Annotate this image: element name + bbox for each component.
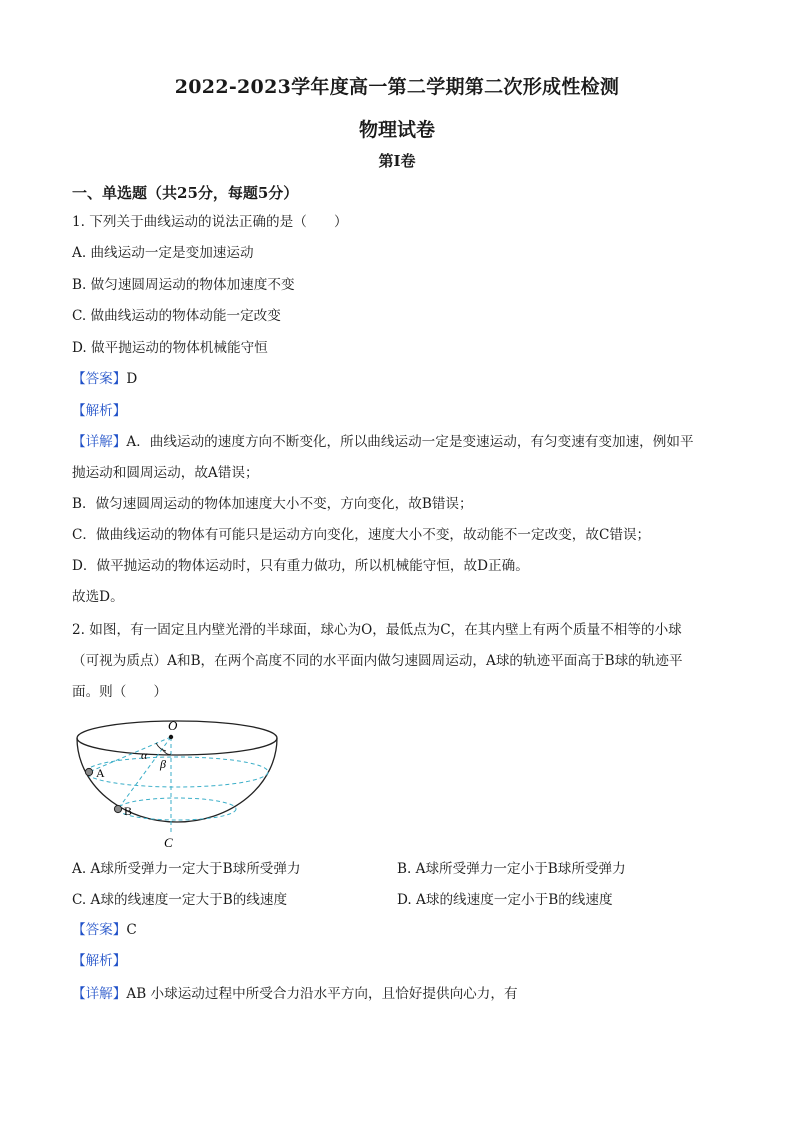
- q1-option-b: B. 做匀速圆周运动的物体加速度不变: [72, 277, 295, 293]
- label-beta: β: [160, 757, 166, 771]
- section-heading: 一、单选题（共25分，每题5分）: [72, 184, 299, 202]
- q2-stem-line-1: 2. 如图，有一固定且内壁光滑的半球面，球心为O，最低点为C，在其内壁上有两个质量不相等的小球: [72, 622, 682, 638]
- q2-option-c: C. A球的线速度一定大于B的线速度: [72, 892, 288, 908]
- q2-answer-tag: 【答案】: [72, 922, 127, 938]
- q2-analysis-tag: 【解析】: [72, 953, 127, 969]
- q1-stem: 1. 下列关于曲线运动的说法正确的是（ ）: [72, 214, 348, 230]
- q1-detail-text-1: A．曲线运动的速度方向不断变化，所以曲线运动一定是变速运动，有匀变速有变加速，例如平: [126, 434, 694, 450]
- q1-conclusion: 故选D。: [72, 589, 124, 605]
- q1-answer: [72, 370, 137, 388]
- q1-detail-line-5: D．做平抛运动的物体运动时，只有重力做功，所以机械能守恒，故D正确。: [72, 558, 529, 574]
- q2-stem-line-3: 面。则（ ）: [72, 684, 168, 700]
- q2-option-d: D. A球的线速度一定小于B的线速度: [397, 892, 613, 908]
- ball-a: [85, 768, 92, 775]
- q1-option-d: D. 做平抛运动的物体机械能守恒: [72, 340, 268, 356]
- q2-option-b: B. A球所受弹力一定小于B球所受弹力: [397, 861, 626, 877]
- q1-detail-line-4: C．做曲线运动的物体有可能只是运动方向变化，速度大小不变，故动能不一定改变，故C错误；: [72, 527, 651, 543]
- q1-detail-line-2: 抛运动和圆周运动，故A错误；: [72, 465, 259, 481]
- label-c: C: [164, 835, 173, 850]
- q2-answer: [72, 921, 137, 939]
- ball-b: [114, 805, 121, 812]
- exam-subject: 物理试卷: [358, 119, 435, 141]
- q1-option-c: C. 做曲线运动的物体动能一定改变: [72, 308, 281, 324]
- q2-detail-text: AB 小球运动过程中所受合力沿水平方向，且恰好提供向心力，有: [126, 986, 518, 1002]
- q1-answer-value: D: [126, 371, 138, 387]
- exam-title: 2022-2023学年度高一第二学期第二次形成性检测: [174, 76, 620, 98]
- q1-detail-line-1: [72, 433, 694, 451]
- q2-answer-value: C: [126, 922, 137, 938]
- label-o: O: [168, 718, 178, 733]
- q1-analysis-tag: 【解析】: [72, 403, 127, 419]
- q1-option-a: A. 曲线运动一定是变加速运动: [72, 245, 254, 261]
- orbit-a: [86, 757, 268, 787]
- hemisphere-figure: [72, 716, 282, 850]
- q2-detail: [72, 985, 518, 1003]
- label-b: B: [124, 804, 133, 818]
- q2-detail-tag: 【详解】: [72, 986, 127, 1002]
- q1-detail-line-3: B．做匀速圆周运动的物体加速度大小不变，方向变化，故B错误；: [72, 496, 473, 512]
- label-alpha: α: [141, 748, 148, 762]
- exam-volume: 第Ⅰ卷: [378, 152, 416, 170]
- center-point: [169, 735, 173, 739]
- q1-detail-tag: 【详解】: [72, 434, 127, 450]
- q2-stem-line-2: （可视为质点）A和B，在两个高度不同的水平面内做匀速圆周运动，A球的轨迹平面高于B球的轨迹平: [72, 653, 683, 669]
- orbit-b: [118, 798, 236, 820]
- label-a: A: [96, 766, 105, 780]
- q1-answer-tag: 【答案】: [72, 371, 127, 387]
- q2-option-a: A. A球所受弹力一定大于B球所受弹力: [72, 861, 301, 877]
